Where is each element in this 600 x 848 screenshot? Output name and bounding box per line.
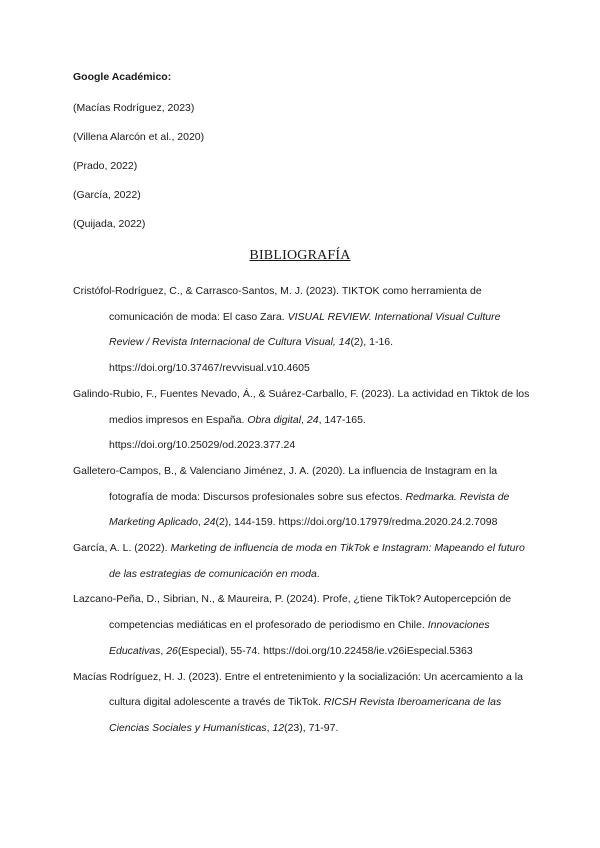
ref-volume: 26: [166, 644, 178, 657]
ref-volume: 24: [203, 516, 216, 529]
citation-item: (Prado, 2022): [73, 160, 138, 172]
ref-details: (2), 1-16. https://doi.org/10.37467/revvisual.v10.4605: [109, 336, 394, 375]
ref-details: .: [316, 567, 320, 580]
ref-authors-title: Galindo-Rubio, F., Fuentes Nevado, Á., & Suárez-Carballo, F. (2023). La actividad en Tiktok de los medios impresos en España.: [73, 387, 530, 426]
ref-journal: RICSH Revista Iberoamericana de las Ciencias Sociales y Humanísticas: [109, 696, 502, 734]
citation-item: (García, 2022): [73, 189, 141, 201]
bibliography-title: BIBLIOGRAFÍA: [249, 248, 351, 263]
ref-details: , 147-165. https://doi.org/10.25029/od.2023.377.24: [109, 413, 366, 452]
ref-details: (2), 144-159. https://doi.org/10.17979/redma.2020.24.2.7098: [215, 516, 498, 529]
ref-separator: ,: [301, 413, 307, 426]
reference-item: [73, 665, 533, 742]
ref-journal: VISUAL REVIEW. International Visual Culture Review / Revista Internacional de Cultura Visual, 14: [109, 310, 501, 349]
citation-item: (Quijada, 2022): [73, 218, 146, 230]
ref-authors-title: García, A. L. (2022).: [73, 542, 171, 555]
reference-item: [73, 279, 533, 382]
ref-authors-title: Macías Rodríguez, H. J. (2023). Entre el entretenimiento y la socialización: Un acercamiento a la cultura digital adolescente a través de TikTok.: [73, 670, 523, 709]
reference-item: [73, 587, 533, 664]
ref-authors-title: Lazcano-Peña, D., Sibrian, N., & Maureira, P. (2024). Profe, ¿tiene TikTok? Autopercepción de competencias mediáticas en el profesorado de periodismo en Chile.: [73, 593, 512, 632]
ref-details: (23), 71-97.: [284, 721, 339, 734]
ref-journal: Redmarka. Revista de Marketing Aplicado: [109, 490, 510, 529]
ref-separator: ,: [160, 644, 167, 657]
citation-item: (Macías Rodríguez, 2023): [73, 102, 195, 114]
ref-journal: Innovaciones Educativas: [109, 619, 490, 657]
ref-book-title: Marketing de influencia de moda en TikTok e Instagram: Mapeando el futuro de las estrategias de comunicación en moda: [109, 542, 525, 580]
reference-item: [73, 382, 533, 459]
ref-volume: 12: [272, 721, 285, 734]
ref-authors-title: Galletero-Campos, B., & Valenciano Jiménez, J. A. (2020). La influencia de Instagram en la fotografía de moda: Discursos profesionales sobre sus efectos.: [73, 464, 498, 503]
reference-item: [73, 536, 533, 587]
google-academico-heading: Google Académico:: [73, 71, 172, 83]
ref-authors-title: Cristófol-Rodríguez, C., & Carrasco-Santos, M. J. (2023). TIKTOK como herramienta de comunicación de moda: El caso Zara.: [73, 285, 482, 323]
ref-details: (Especial), 55-74. https://doi.org/10.22458/ie.v26iEspecial.5363: [177, 644, 473, 657]
ref-separator: ,: [266, 721, 273, 734]
ref-volume: 24: [306, 413, 319, 426]
citation-list: [73, 101, 204, 246]
citation-item: (Villena Alarcón et al., 2020): [73, 131, 205, 143]
reference-list: [73, 279, 533, 742]
ref-separator: ,: [197, 516, 204, 529]
ref-journal: Obra digital: [247, 413, 302, 426]
reference-item: [73, 459, 533, 536]
